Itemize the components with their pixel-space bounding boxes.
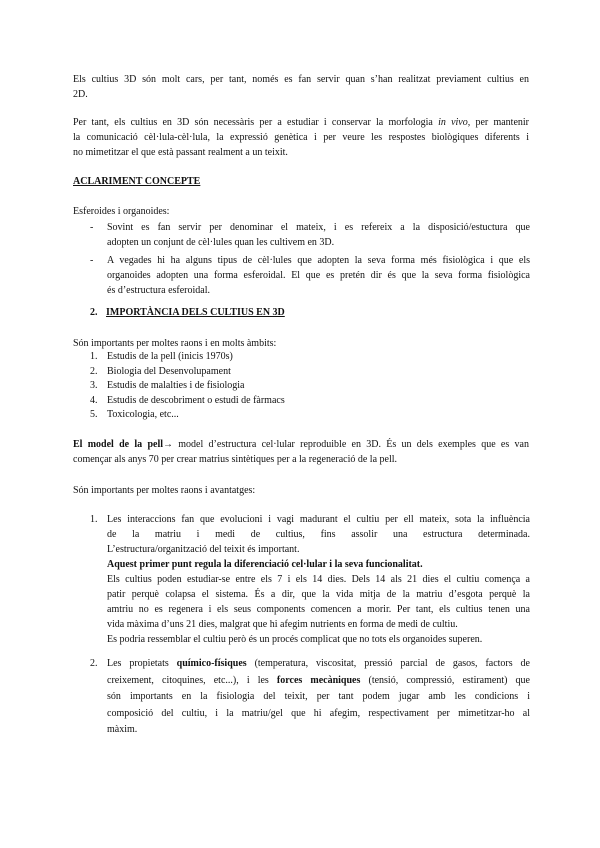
section-heading-aclariment: ACLARIMENT CONCEPTE: [73, 176, 201, 187]
list-text: Biologia del Desenvolupament: [107, 365, 231, 377]
list-item: [90, 394, 530, 409]
bullet-dash: -: [90, 255, 94, 266]
text-line: màxim.: [107, 724, 138, 735]
text-line: organoides adopten una forma esferoidal. El que es pretén dir és que la seva forma fisiològica: [107, 270, 530, 281]
list-text: Estudis de malalties i de fisiologia: [107, 380, 245, 392]
text-line: L’estructura/organització del teixit és important.: [107, 544, 300, 555]
text-run: → model d’estructura cel·lular reproduible en 3D. És un dels exemples que es van: [163, 439, 529, 450]
list-number: 2.: [90, 365, 98, 377]
bullet-list: [90, 220, 530, 298]
text-run: (temperatura, viscositat, pressió parcial de gasos, factors de: [246, 658, 530, 669]
advantage-body: [107, 512, 530, 647]
section-number: 2.: [90, 307, 98, 318]
numbered-list: [90, 350, 530, 423]
list-item: [90, 408, 530, 423]
list-item: [90, 253, 530, 298]
list-number: 3.: [90, 380, 98, 392]
list-item: [90, 365, 530, 380]
text-line: patir perquè colapsa el sistema. És a dir, que la vida mitja de la matriu d’esgota perquè la: [107, 589, 530, 600]
italic-text: in vivo,: [438, 117, 471, 128]
text-line: no mimetitzar el que està passant realment a un teixit.: [73, 147, 288, 158]
list-number: 5.: [90, 409, 98, 421]
text-line: és d’estructura esferoidal.: [107, 285, 211, 296]
text-run: (tensió, compressió, estirament) que: [360, 674, 530, 686]
bullet-dash: -: [90, 222, 94, 233]
advantage-item-2: [90, 656, 530, 739]
text-line: [107, 673, 530, 690]
list-number: 2.: [90, 658, 98, 669]
bold-term: químico-físiques: [176, 658, 247, 669]
text-line: A vegades hi ha alguns tipus de cèl·lules que adopten la seva forma més fisiològica i que els: [107, 255, 530, 266]
section-heading-importancia: [90, 305, 530, 320]
text-line: adopten un conjunt de cèl·lules quan les cultivem en 3D.: [107, 237, 335, 248]
text-run: creixement, citoquines, etc...), i les: [107, 674, 277, 686]
text-line: començar als anys 70 per crear matrius sintètiques per a la regeneració de la pell.: [73, 454, 398, 465]
text-line: [73, 115, 529, 130]
text-line: són importants en la fisiologia del teixit, per tant podem jugar amb les condicions i: [107, 691, 530, 702]
list-number: 1.: [90, 514, 98, 525]
intro-paragraph-1: [73, 72, 529, 102]
text-line: vida màxima d’uns 21 dies, malgrat que hi afegim nutrients en forma de medi de cultiu.: [107, 619, 458, 630]
text-line: Es podria ressemblar el cultiu però és un procés complicat que no tots els organoides superen.: [107, 634, 483, 645]
bold-term: forces mecàniques: [276, 674, 361, 686]
text-line: 2D.: [73, 89, 88, 100]
text-run: Les propietats: [107, 658, 177, 669]
text-line: [107, 656, 530, 673]
bold-term: El model de la pell: [73, 439, 163, 450]
list-item: [90, 350, 530, 365]
section2-lead-2: Són importants per moltes raons i avantatges:: [73, 485, 256, 496]
intro-paragraph-2: [73, 115, 529, 160]
list-text: Estudis de descobriment o estudi de fàrmacs: [107, 394, 285, 406]
bold-line: Aquest primer punt regula la diferenciació cel·lular i la seva funcionalitat.: [107, 559, 423, 570]
text-run: Per tant, els cultius en 3D són necessàris per a estudiar i conservar la morfologia: [73, 117, 439, 128]
text-line: [73, 437, 529, 452]
skin-model-paragraph: [73, 437, 529, 467]
section2-lead: Són importants per moltes raons i en molts àmbits:: [73, 338, 277, 349]
text-line: Els cultius poden estudiar-se entre els 7 i els 14 dies. Dels 14 als 21 dies el cultiu comença a: [107, 574, 530, 585]
section1-lead: Esferoides i organoides:: [73, 206, 170, 217]
text-line: Els cultius 3D són molt cars, per tant, només es fan servir quan s’han realitzat previament cultius en: [73, 74, 529, 85]
list-text: Estudis de la pell (inicis 1970s): [107, 351, 233, 362]
section-title: IMPORTÀNCIA DELS CULTIUS EN 3D: [106, 307, 285, 318]
text-line: Les interaccions fan que evolucioni i vagi madurant el cultiu per ell mateix, sota la influència: [107, 514, 530, 525]
text-run: per mantenir: [470, 117, 529, 128]
text-line: de la matriu i medi de cultius, fins assolir una estructura determinada.: [107, 529, 530, 540]
list-text: Toxicologia, etc...: [107, 409, 179, 421]
list-number: 1.: [90, 351, 98, 362]
text-line: Sovint es fan servir per denominar el mateix, i es refereix a la disposició/estuctura que: [107, 222, 530, 233]
advantage-item-1: [90, 512, 530, 647]
text-line: composició del cultiu, i la matriu/gel que hi afegim, respectivament per mimetitzar-ho al: [107, 707, 530, 719]
list-item: [90, 379, 530, 394]
text-line: amtriu no es regenera i els seus components comencen a morir. Per tant, els cultius tenen una: [107, 604, 530, 615]
list-item: [90, 220, 530, 250]
list-number: 4.: [90, 394, 98, 406]
advantage-body: [107, 656, 530, 739]
text-line: la comunicació cèl·lula-cèl·lula, la expressió genètica i per veure les respostes biològiques diferents i: [73, 132, 529, 143]
